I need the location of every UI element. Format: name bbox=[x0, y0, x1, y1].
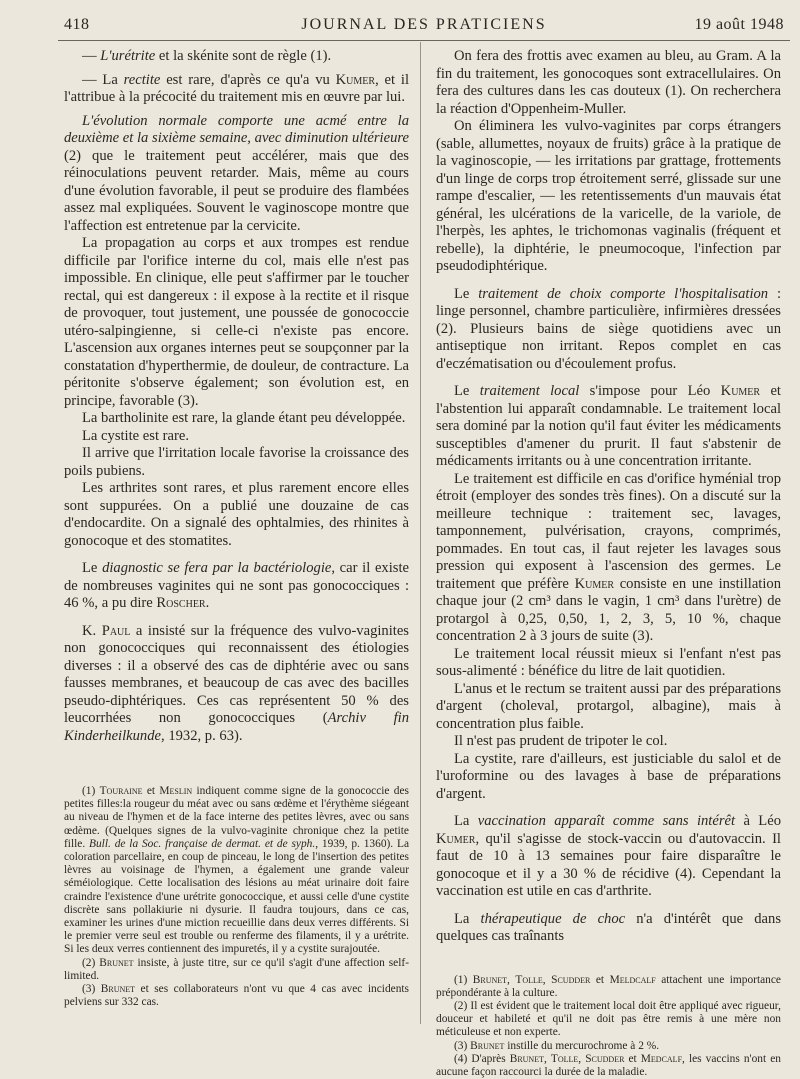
paragraph: L'anus et le rectum se traitent aussi par des préparations d'argent (choleval, protargol, albagine), mais à concentration plus faible. bbox=[436, 681, 781, 734]
footnotes-left bbox=[64, 785, 409, 1009]
column-divider bbox=[420, 42, 421, 1024]
paragraph: K. Paul a insisté sur la fréquence des vulvo-vaginites non gonococciques qui reconnaissent des étiologies diverses : il a observé des cas de diphtérie avec ou sans fausses membranes, et beaucoup de cas avec des bacilles pseudo-diphtériques. Ces cas représentent 50 % des leucorrhées non gonococciques (Archiv fin Kinderheilkunde, 1932, p. 63). bbox=[64, 623, 409, 746]
paragraph: La bartholinite est rare, la glande étant peu développée. bbox=[64, 410, 409, 428]
paragraph: La propagation au corps et aux trompes est rendue difficile par l'orifice interne du col, mais elle n'est pas impossible. En clinique, elle peut s'affirmer par le toucher rectal, qui est dangereux : il expose à la rectite et il risque de provoquer, tout justement, une poussée de gonococcie utéro-salpingienne, si celle-ci n'existe pas encore. L'ascension aux organes internes peut se soupçonner par la constatation d'hyperthermie, de douleur, de contracture. La péritonite s'observe également; son évolution est, en principe, favorable (3). bbox=[64, 235, 409, 410]
journal-title: JOURNAL DES PRATICIENS bbox=[64, 16, 784, 34]
paragraph: Il arrive que l'irritation locale favorise la croissance des poils pubiens. bbox=[64, 445, 409, 480]
paragraph: On fera des frottis avec examen au bleu, au Gram. A la fin du traitement, les gonocoques sont extracellulaires. On fera des cultures dans les cas douteux (1). On recherchera la réaction d'Oppenheim-Muller. bbox=[436, 48, 781, 118]
footnotes-right bbox=[436, 974, 781, 1079]
issue-date: 19 août 1948 bbox=[694, 16, 784, 34]
page-number: 418 bbox=[64, 16, 90, 34]
footnote: (3) Brunet et ses collaborateurs n'ont vu que 4 cas avec incidents pelviens sur 332 cas. bbox=[64, 983, 409, 1009]
paragraph: Il n'est pas prudent de tripoter le col. bbox=[436, 733, 781, 751]
footnote: (1) Brunet, Tolle, Scudder et Meldcalf attachent une importance prépondérante à la culture. bbox=[436, 974, 781, 1000]
paragraph: — La rectite est rare, d'après ce qu'a vu Kumer, et il l'attribue à la précocité du traitement mis en œuvre par lui. bbox=[64, 72, 409, 107]
footnote: (3) Brunet instille du mercurochrome à 2 %. bbox=[436, 1040, 781, 1053]
paragraph: La vaccination apparaît comme sans intérêt à Léo Kumer, qu'il s'agisse de stock-vaccin ou d'autovaccin. Il faut de 10 à 13 semaines pour faire disparaître le gonocoque et il y a 30 % de récidive (4). Cependant la vaccination est utile en cas d'arthrite. bbox=[436, 813, 781, 901]
running-header bbox=[64, 12, 784, 38]
paragraph: Les arthrites sont rares, et plus rarement encore elles sont suppurées. On a publié une douzaine de cas d'endocardite. On a signalé des ophtalmies, des rhinites à gonocoque et des stomatites. bbox=[64, 480, 409, 550]
footnote: (2) Il est évident que le traitement local doit être appliqué avec rigueur, douceur et habileté et qu'il ne doit pas être remis à une mère non méticuleuse et non experte. bbox=[436, 1000, 781, 1040]
paragraph: Le traitement est difficile en cas d'orifice hyménial trop étroit (employer des sondes très fines). On a discuté sur la meilleure technique : traitement sec, lavages, tamponnement, pulvérisation, crayons, comprimés, pommades. En tout cas, il faut rejeter les lavages sous pression qui exposent à l'ascension des germes. Le traitement que préfère Kumer consiste en une instillation chaque jour (2 cm³ dans le vagin, 1 cm³ dans l'urètre) de protargol à 0,25, 0,50, 1, 2, 3, 5, 10 %, chaque concentration 2 à 3 jours de suite (3). bbox=[436, 471, 781, 646]
paragraph: La cystite est rare. bbox=[64, 428, 409, 446]
paragraph: La thérapeutique de choc n'a d'intérêt que dans quelques cas traînants bbox=[436, 911, 781, 946]
footnote: (4) D'après Brunet, Tolle, Scudder et Medcalf, les vaccins n'ont en aucune façon raccourci la durée de la maladie. bbox=[436, 1053, 781, 1079]
paragraph: Le diagnostic se fera par la bactériologie, car il existe de nombreuses vaginites qui ne sont pas gonococciques : 46 %, a pu dire Roscher. bbox=[64, 560, 409, 613]
header-rule bbox=[58, 40, 790, 41]
paragraph: Le traitement local s'impose pour Léo Kumer et l'abstention lui apparaît condamnable. Le traitement local sera dominé par la notion qu'il faut éviter les médicaments susceptibles d'amener du prurit. Il faut s'abstenir de médicaments irritants ou à une concentration irritante. bbox=[436, 383, 781, 471]
paragraph: — L'urétrite et la skénite sont de règle (1). bbox=[64, 48, 409, 66]
paragraph: On éliminera les vulvo-vaginites par corps étrangers (sable, allumettes, noyaux de fruits) grâce à la pratique de la vaginoscopie, — les irritations par grattage, frottements d'un linge de corps trop étroitement serré, glissade sur une rampe d'escalier, — les retentissements d'un mauvais état général, les ulcérations de la varicelle, de la variole, de l'herpès, les aphtes, le trichomonas vaginalis (fréquent et rebelle), la diphtérie, le pneumocoque, l'infection par pseudodiphtérique. bbox=[436, 118, 781, 276]
right-column bbox=[436, 48, 781, 1079]
left-column bbox=[64, 48, 409, 1009]
paragraph: La cystite, rare d'ailleurs, est justiciable du salol et de l'uroformine ou des lavages à base de préparations d'argent. bbox=[436, 751, 781, 804]
footnote: (1) Touraine et Meslin indiquent comme signe de la gonococcie des petites filles:la rougeur du méat avec ou sans œdème et l'érythème siégeant au niveau de l'hymen et de la face interne des petites lèvres, avec ou sans œdème. (Quelques signes de la vulvo-vaginite chronique chez la petite fille. Bull. de la Soc. française de dermat. et de syph., 1939, p. 1360). La coloration parcellaire, en coup de pinceau, le long de l'insertion des petites lèvres au voisinage de l'hymen, a également une grande valeur séméiologique. Cette localisation des lésions au méat urinaire doit faire craindre l'existence d'une urétrite gonococcique, et aussi celle d'une cystite discrète sans pollakiurie ni dysurie. Il faudra toujours, dans ce cas, examiner les urines d'une miction recueillie dans deux verres différents. Si le premier verre seul est trouble ou renferme des filaments, il y a urétrite. Si les deux verres contiennent des impuretés, il y a cystite surajoutée. bbox=[64, 785, 409, 957]
footnote: (2) Brunet insiste, à juste titre, sur ce qu'il s'agit d'une affection self-limited. bbox=[64, 957, 409, 983]
paragraph: Le traitement local réussit mieux si l'enfant n'est pas sous-alimenté : bénéfice du litre de lait quotidien. bbox=[436, 646, 781, 681]
paragraph: Le traitement de choix comporte l'hospitalisation : linge personnel, chambre particulière, infirmières dressées (2). Plusieurs bains de siège quotidiens avec un antiseptique non irritant. Repos complet en cas d'eczématisation ou d'écoulement profus. bbox=[436, 286, 781, 374]
paragraph: L'évolution normale comporte une acmé entre la deuxième et la sixième semaine, avec diminution ultérieure (2) que le traitement peut accélérer, mais que des réinoculations peuvent retarder. Mais, même au cours d'une évolution favorable, il peut se produire des flambées assez mal expliquées. Souvent le vaginoscope montre que l'affection est entretenue par la cervicite. bbox=[64, 113, 409, 236]
